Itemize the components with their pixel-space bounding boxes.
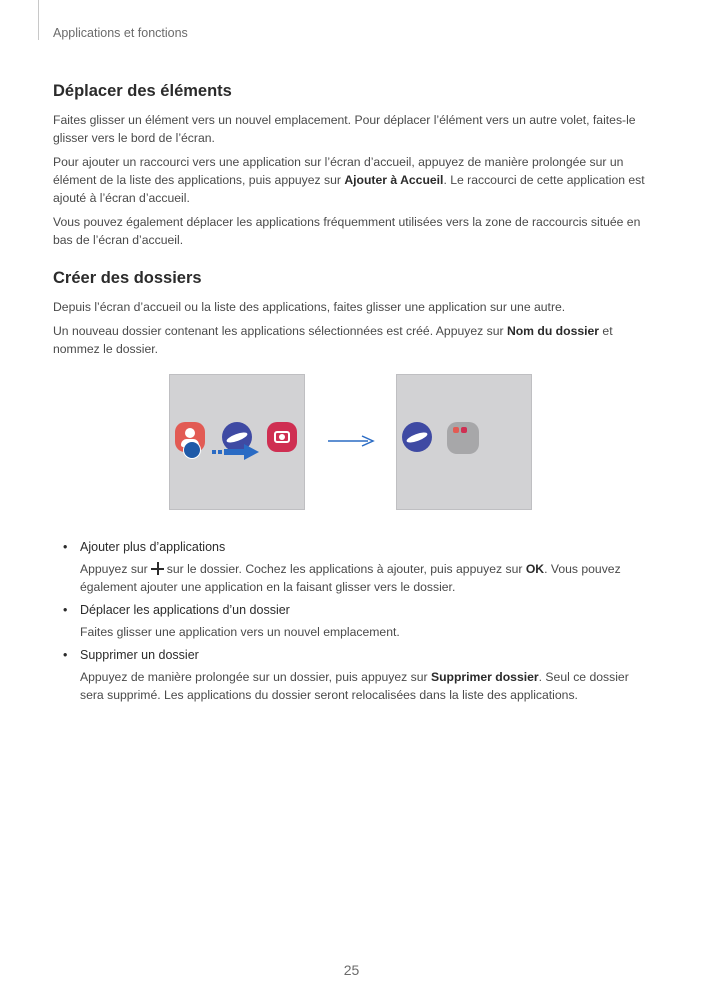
folder-options-list — [53, 538, 653, 704]
paragraph: Un nouveau dossier contenant les applications sélectionnées est créé. Appuyez sur Nom du dossier et nommez le dossier. — [53, 324, 613, 356]
bullet-mark: • — [63, 648, 68, 662]
folder-contacts-thumbnail — [453, 427, 459, 433]
page-content — [53, 82, 653, 709]
touch-point-icon — [183, 441, 201, 459]
ui-term: Nom du dossier — [506, 324, 600, 338]
folder-camera-thumbnail — [461, 427, 467, 433]
list-item-body: Appuyez sur sur le dossier. Cochez les applications à ajouter, puis appuyez sur OK. Vous pouvez également ajouter une application en la faisant glisser vers le dossier. — [80, 562, 621, 594]
list-item-title: Supprimer un dossier — [80, 648, 199, 662]
paragraph: Pour ajouter un raccourci vers une application sur l’écran d’accueil, appuyez de manière prolongée sur un élément de la liste des applications, puis appuyez sur Ajouter à Accueil. Le raccourci de cette application est ajouté à l’écran d’accueil. — [53, 155, 645, 205]
plus-icon — [151, 562, 164, 575]
transition-arrow-icon — [328, 434, 376, 448]
drag-arrow-icon — [212, 443, 260, 461]
bullet-mark: • — [63, 540, 68, 554]
list-item-body: Appuyez de manière prolongée sur un dossier, puis appuyez sur Supprimer dossier. Seul ce dossier sera supprimé. Les applications du dossier seront relocalisées dans la liste des applications. — [80, 670, 629, 702]
screen-before — [169, 374, 305, 510]
page-header: Applications et fonctions — [53, 26, 188, 40]
screen-after — [396, 374, 532, 510]
section-heading-move-items: Déplacer des éléments — [53, 82, 232, 100]
list-item — [63, 538, 653, 596]
list-item-title: Déplacer les applications d’un dossier — [80, 603, 290, 617]
list-item-body: Faites glisser une application vers un nouvel emplacement. — [80, 625, 400, 639]
section-heading-create-folders: Créer des dossiers — [53, 269, 202, 287]
internet-app-icon — [402, 422, 432, 452]
header-rule — [38, 0, 39, 40]
camera-app-icon — [267, 422, 297, 452]
paragraph: Faites glisser un élément vers un nouvel emplacement. Pour déplacer l’élément vers un autre volet, faites-le glisser vers le bord de l’écran. — [53, 113, 636, 145]
ui-term: OK — [525, 562, 545, 576]
page-number: 25 — [343, 962, 360, 978]
list-item — [63, 601, 653, 641]
bullet-mark: • — [63, 603, 68, 617]
ui-term: Ajouter à Accueil — [344, 173, 444, 187]
folder-illustration — [53, 374, 653, 524]
ui-term: Supprimer dossier — [430, 670, 539, 684]
paragraph: Vous pouvez également déplacer les applications fréquemment utilisées vers la zone de raccourcis située en bas de l’écran d’accueil. — [53, 215, 641, 247]
list-item-title: Ajouter plus d’applications — [80, 540, 226, 554]
list-item — [63, 646, 653, 704]
folder-icon — [447, 422, 479, 454]
paragraph: Depuis l’écran d’accueil ou la liste des applications, faites glisser une application sur une autre. — [53, 300, 566, 314]
